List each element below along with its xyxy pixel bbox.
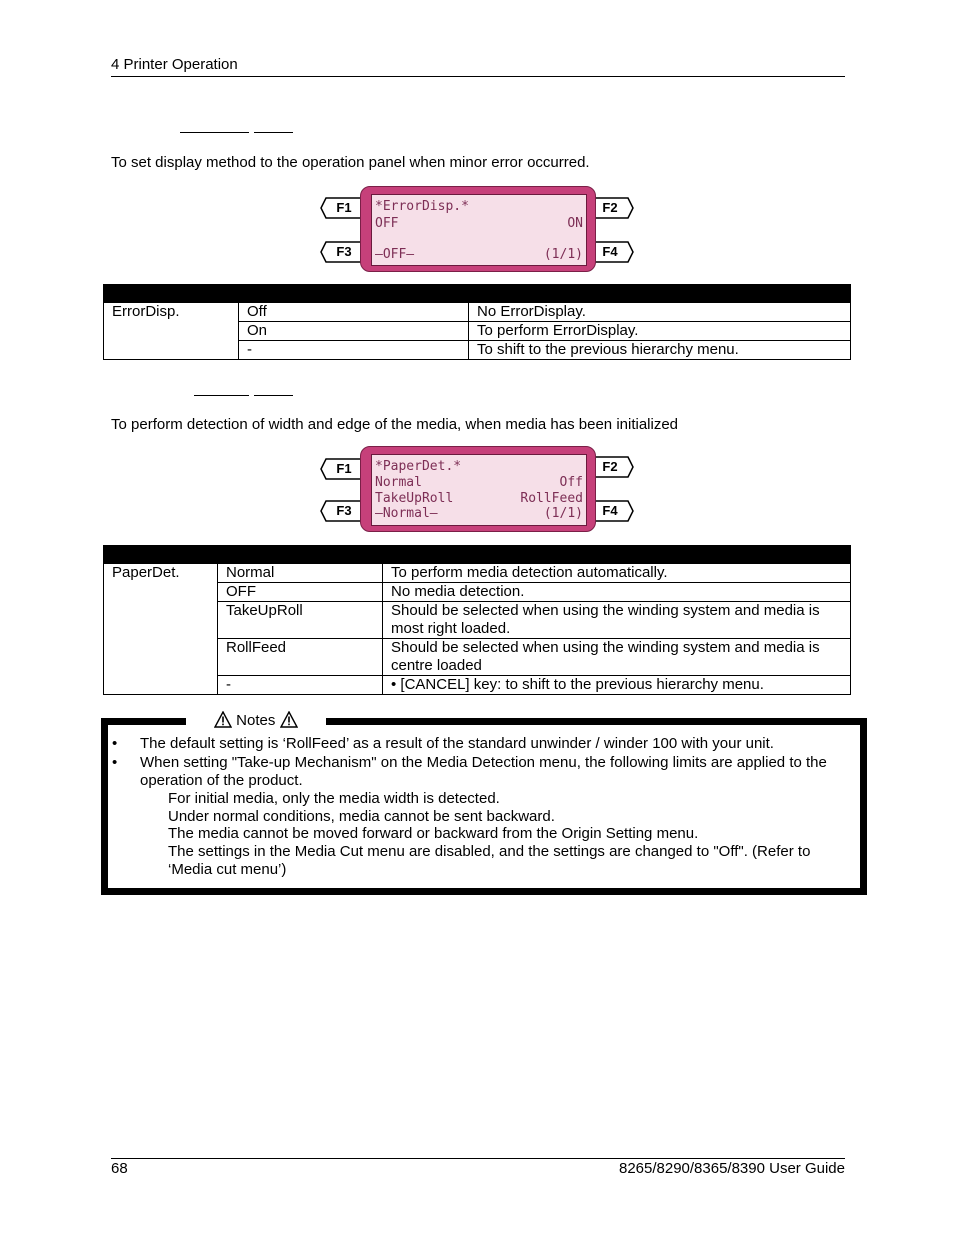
setting-name: ErrorDisp. <box>104 303 239 360</box>
operation-panel-paper-det <box>320 447 634 533</box>
page-number: 68 <box>111 1160 128 1177</box>
f2-key-icon: F2 <box>586 453 634 481</box>
lcd-text: –OFF– <box>375 247 415 262</box>
running-header: 4 Printer Operation <box>111 56 238 73</box>
f4-key-icon: F4 <box>586 497 634 525</box>
lcd-text: OFF <box>375 216 399 231</box>
lcd-frame <box>360 446 596 532</box>
lcd-text: (1/1) <box>543 247 583 262</box>
setting-name: PaperDet. <box>104 564 218 695</box>
option-cell: RollFeed <box>218 639 383 676</box>
f3-key-icon: F3 <box>320 238 368 266</box>
note-sub-item: For initial media, only the media width is detected. <box>168 790 500 807</box>
option-cell: OFF <box>218 583 383 602</box>
description-cell: Should be selected when using the winding system and media is most right loaded. <box>383 602 851 639</box>
description-cell: To perform ErrorDisplay. <box>469 322 851 341</box>
note-sub-item: The media cannot be moved forward or backward from the Origin Setting menu. <box>168 825 699 842</box>
note-sub-item: Under normal conditions, media cannot be sent backward. <box>168 808 555 825</box>
table-row <box>104 303 851 322</box>
lcd-text: (1/1) <box>543 506 583 521</box>
description-cell: No media detection. <box>383 583 851 602</box>
description-cell: To shift to the previous hierarchy menu. <box>469 341 851 360</box>
note-sub-item: The settings in the Media Cut menu are disabled, and the settings are changed to "Off". (Refer to ‘Media cut menu’) <box>168 843 811 878</box>
description-cell: No ErrorDisplay. <box>469 303 851 322</box>
header-rule <box>111 76 845 77</box>
notes-title: Notes <box>236 712 276 729</box>
lcd-screen <box>371 194 587 266</box>
lcd-text: *PaperDet.* <box>375 459 462 474</box>
table-row <box>104 564 851 583</box>
option-cell: - <box>239 341 469 360</box>
warning-icon <box>280 711 298 728</box>
description-cell: • [CANCEL] key: to shift to the previous hierarchy menu. <box>383 676 851 695</box>
f2-key-icon: F2 <box>586 194 634 222</box>
notes-heading <box>186 708 326 730</box>
f3-key-icon: F3 <box>320 497 368 525</box>
option-cell: TakeUpRoll <box>218 602 383 639</box>
heading-underline <box>194 395 249 396</box>
heading-underline <box>254 395 293 396</box>
option-cell: Off <box>239 303 469 322</box>
paper-det-intro: To perform detection of width and edge of the media, when media has been initialized <box>111 416 679 433</box>
option-cell: On <box>239 322 469 341</box>
bullet-icon: • <box>112 735 118 752</box>
f4-key-icon: F4 <box>586 238 634 266</box>
lcd-text: RollFeed <box>520 491 583 506</box>
lcd-text: TakeUpRoll <box>375 491 454 506</box>
lcd-text: ON <box>567 216 583 231</box>
option-cell: - <box>218 676 383 695</box>
lcd-text: *ErrorDisp.* <box>375 199 469 214</box>
operation-panel-error-disp <box>320 186 634 272</box>
error-disp-table <box>103 284 851 360</box>
footer-rule <box>111 1158 845 1159</box>
guide-title: 8265/8290/8365/8390 User Guide <box>618 1160 845 1177</box>
description-cell: Should be selected when using the winding system and media is centre loaded <box>383 639 851 676</box>
option-cell: Normal <box>218 564 383 583</box>
f1-key-icon: F1 <box>320 455 368 483</box>
heading-underline <box>180 132 249 133</box>
description-cell: To perform media detection automatically. <box>383 564 851 583</box>
bullet-icon: • <box>112 754 118 771</box>
error-disp-intro: To set display method to the operation panel when minor error occurred. <box>111 154 590 171</box>
lcd-text: Normal <box>375 475 422 490</box>
warning-icon <box>214 711 232 728</box>
lcd-screen <box>371 454 587 526</box>
lcd-frame <box>360 186 596 272</box>
heading-underline <box>254 132 293 133</box>
paper-det-table <box>103 545 851 695</box>
lcd-text: –Normal– <box>375 506 438 521</box>
f1-key-icon: F1 <box>320 194 368 222</box>
lcd-text: Off <box>559 475 583 490</box>
